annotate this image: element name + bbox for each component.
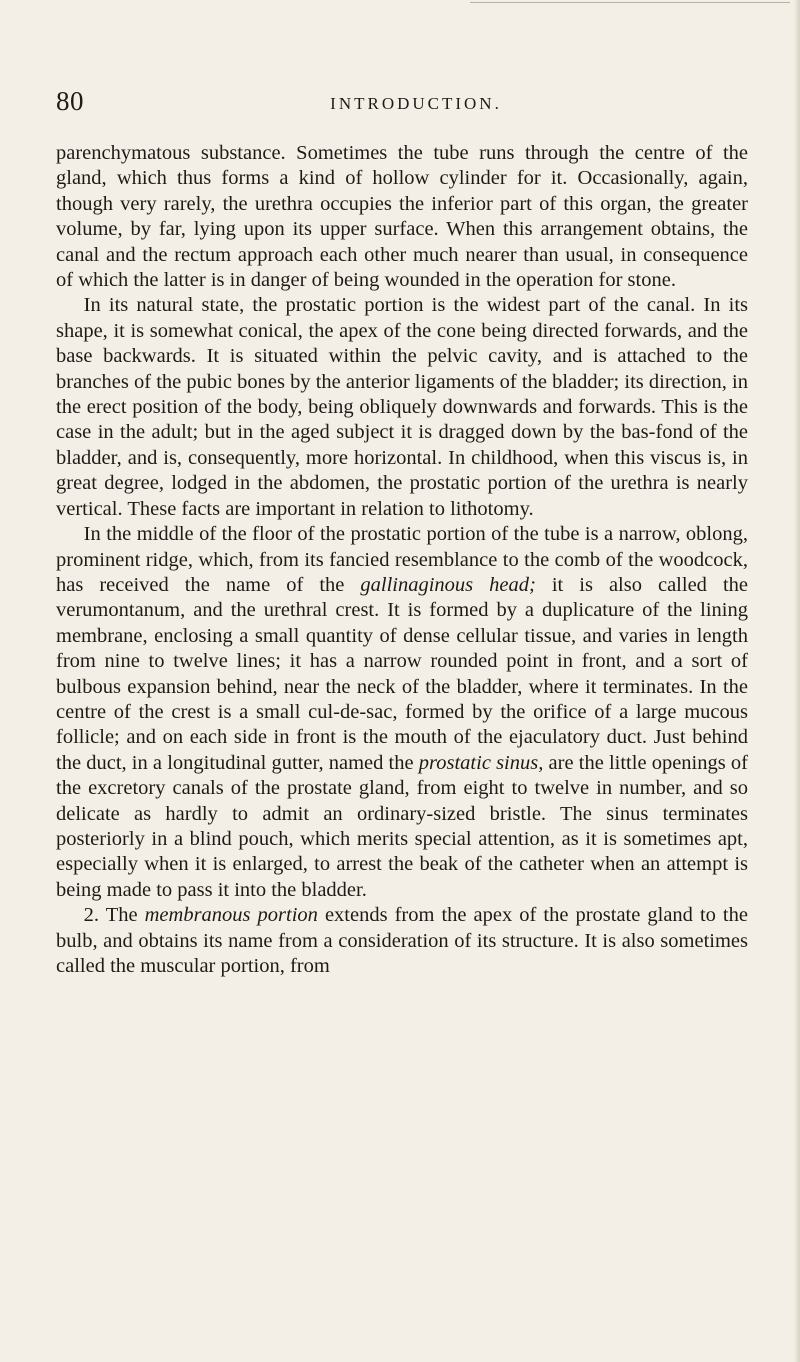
text-span: it is also called the verumontanum, and the urethral crest. It is formed by a duplicature of the lining membrane, enclosing a small quantity of dense cellular tissue, and varies in length from nine to twelve lines; it has a narrow rounded point in front, and a sort of bulbous expansion behind, near the neck of the bladder, where it terminates. In the centre of the crest is a small cul-de-sac, formed by the orifice of a large mucous follicle; and on each side in front is the mouth of the ejaculatory duct. Just behind the duct, in a longitudinal gutter, named the <box>56 573 748 774</box>
running-head: INTRODUCTION. <box>330 94 502 113</box>
page-header <box>56 86 756 122</box>
page-edge-shadow <box>794 0 800 1362</box>
italic-term-membranous-portion: membranous portion <box>144 904 318 927</box>
text-span: In the middle of the floor of the prostatic portion of the tube is a narrow, oblong, prominent ridge, which, from its fancied resemblance to the comb of the woodcock, has received the name of the <box>56 523 748 596</box>
text-span: are the little openings of the excretory canals of the prostate gland, from eight to twelve in number, and so delicate as hardly to admit an ordinary-sized bristle. The sinus terminates posteriorly in a blind pouch, which merits special attention, as it is sometimes apt, especially when it is enlarged, to arrest the beak of the catheter when an attempt is being made to pass it into the bladder. <box>56 751 748 901</box>
top-edge-rule <box>470 2 790 3</box>
text-span: 2. The <box>83 904 145 927</box>
text-span: In its natural state, the prostatic portion is the widest part of the canal. In its shape, it is somewhat conical, the apex of the cone being directed forwards, and the base backwards. It is situated within the pelvic cavity, and is attached to the branches of the pubic bones by the anterior ligaments of the bladder; its direction, in the erect position of the body, being obliquely downwards and forwards. This is the case in the adult; but in the aged subject it is dragged down by the bas-fond of the bladder, and is, consequently, more horizontal. In childhood, when this viscus is, in great degree, lodged in the abdomen, the prostatic portion of the urethra is nearly vertical. These facts are important in relation to lithotomy. <box>56 294 748 520</box>
text-span: extends from the apex of the prostate gland to the bulb, and obtains its name from a consideration of its structure. It is also sometimes called the muscular portion, from <box>56 904 748 977</box>
body-text <box>56 141 748 979</box>
paragraph-continuation <box>56 141 748 293</box>
italic-term-gallinaginous-head: gallinaginous head; <box>360 573 536 596</box>
paragraph-prostatic-portion <box>56 293 748 522</box>
paragraph-membranous-portion <box>56 903 748 979</box>
italic-term-prostatic-sinus: prostatic sinus, <box>418 751 544 774</box>
page-number: 80 <box>56 86 84 116</box>
text-span: parenchymatous substance. Sometimes the tube runs through the centre of the gland, which thus forms a kind of hollow cylinder for it. Occasionally, again, though very rarely, the urethra occupies the inferior part of this organ, the greater volume, by far, lying upon its upper surface. When this arrangement obtains, the canal and the rectum approach each other much nearer than usual, in consequence of which the latter is in danger of being wounded in the operation for stone. <box>56 142 748 292</box>
paragraph-urethral-crest <box>56 522 748 903</box>
